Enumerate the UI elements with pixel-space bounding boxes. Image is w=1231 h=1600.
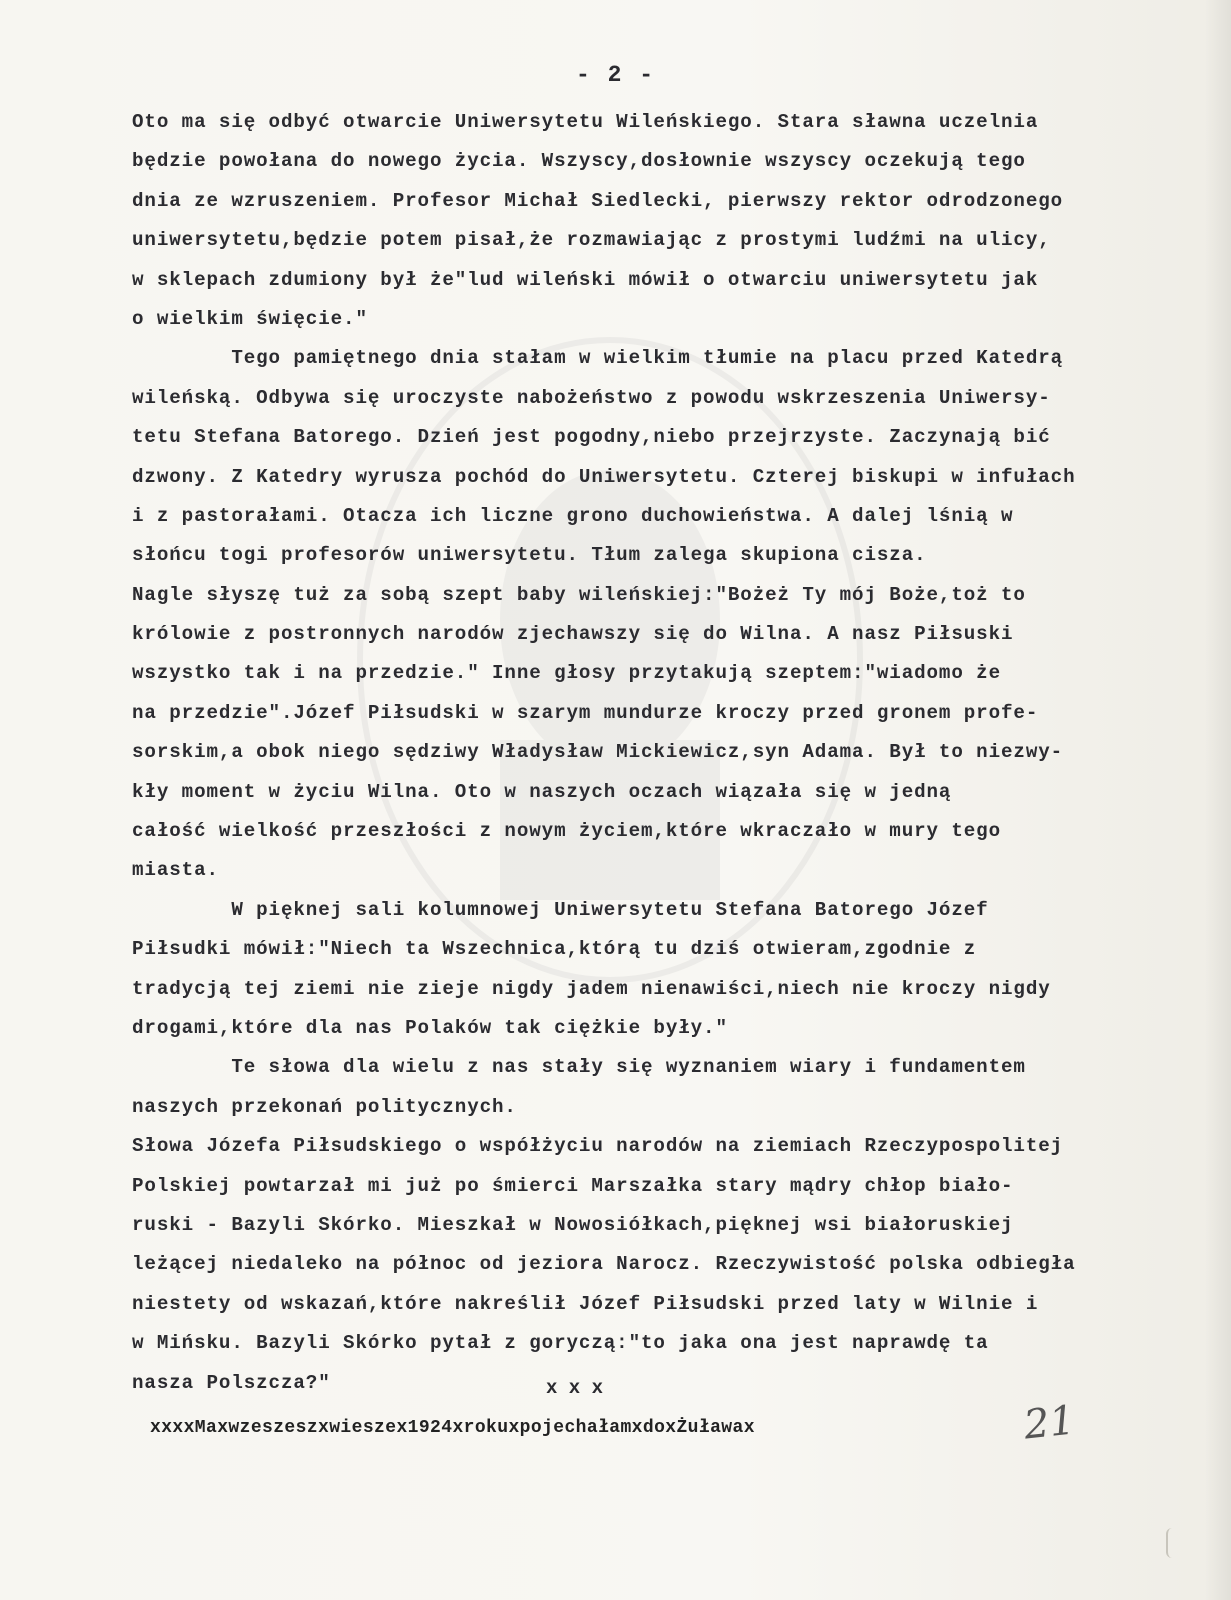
- section-separator: x x x: [546, 1377, 604, 1399]
- text-line: królowie z postronnych narodów zjechawszy się do Wilna. A nasz Piłsuski: [132, 623, 1014, 646]
- handwritten-archive-number: 21: [1021, 1397, 1078, 1449]
- text-line: miasta.: [132, 859, 219, 882]
- text-line: tetu Stefana Batorego. Dzień jest pogodny,niebo przejrzyste. Zaczynają bić: [132, 426, 1051, 449]
- text-line: W pięknej sali kolumnowej Uniwersytetu Stefana Batorego Józef: [132, 898, 989, 921]
- text-line: ruski - Bazyli Skórko. Mieszkał w Nowosiółkach,pięknej wsi białoruskiej: [132, 1213, 1014, 1236]
- text-line: na przedzie".Józef Piłsudski w szarym mundurze kroczy przed gronem profe-: [132, 701, 1039, 724]
- text-line: Słowa Józefa Piłsudskiego o współżyciu narodów na ziemiach Rzeczypospolitej: [132, 1135, 1064, 1158]
- text-line: w Mińsku. Bazyli Skórko pytał z goryczą:"to jaka ona jest naprawdę ta: [132, 1332, 989, 1355]
- text-line: będzie powołana do nowego życia. Wszyscy,dosłownie wszyscy oczekują tego: [132, 150, 1026, 173]
- text-line: Piłsudki mówił:"Niech ta Wszechnica,którą tu dziś otwieram,zgodnie z: [132, 938, 977, 961]
- text-line: niestety od wskazań,które nakreślił Józef Piłsudski przed laty w Wilnie i: [132, 1292, 1039, 1315]
- text-line: kły moment w życiu Wilna. Oto w naszych oczach wiązała się w jedną: [132, 780, 952, 803]
- text-line: wileńską. Odbywa się uroczyste nabożeństwo z powodu wskrzeszenia Uniwersy-: [132, 386, 1051, 409]
- text-line: dnia ze wzruszeniem. Profesor Michał Siedlecki, pierwszy rektor odrodzonego: [132, 189, 1064, 212]
- text-line: uniwersytetu,będzie potem pisał,że rozmawiając z prostymi ludźmi na ulicy,: [132, 229, 1051, 252]
- page-edge-shadow: [1205, 0, 1231, 1600]
- text-line: Polskiej powtarzał mi już po śmierci Marszałka stary mądry chłop biało-: [132, 1174, 1014, 1197]
- text-line: w sklepach zdumiony był że"lud wileński mówił o otwarciu uniwersytetu jak: [132, 268, 1039, 291]
- text-line: Nagle słyszę tuż za sobą szept baby wileńskiej:"Bożeż Ty mój Boże,toż to: [132, 583, 1026, 606]
- text-line: Oto ma się odbyć otwarcie Uniwersytetu Wileńskiego. Stara sławna uczelnia: [132, 111, 1039, 133]
- page-number: - 2 -: [575, 62, 655, 88]
- text-line: Te słowa dla wielu z nas stały się wyznaniem wiary i fundamentem: [132, 1056, 1026, 1079]
- text-line: sorskim,a obok niego sędziwy Władysław Mickiewicz,syn Adama. Był to niezwy-: [132, 741, 1064, 764]
- text-line: nasza Polszcza?": [132, 1371, 331, 1394]
- text-line: wszystko tak i na przedzie." Inne głosy przytakują szeptem:"wiadomo że: [132, 662, 1002, 685]
- text-line: o wielkim święcie.": [132, 307, 368, 330]
- typewritten-text: [132, 103, 1207, 1403]
- text-line: Tego pamiętnego dnia stałam w wielkim tłumie na placu przed Katedrą: [132, 347, 1064, 370]
- text-line: tradycją tej ziemi nie zieje nigdy jadem nienawiści,niech nie kroczy nigdy: [132, 977, 1051, 1000]
- paper-mark: [1166, 1528, 1178, 1558]
- struck-out-line: xxxxMaxwzeszeszxwieszex1924xrokuxpojechałamxdoxŻuławax: [150, 1418, 755, 1438]
- text-line: naszych przekonań politycznych.: [132, 1095, 517, 1118]
- text-line: leżącej niedaleko na północ od jeziora Narocz. Rzeczywistość polska odbiegła: [132, 1253, 1076, 1276]
- text-line: i z pastorałami. Otacza ich liczne grono duchowieństwa. A dalej lśnią w: [132, 504, 1014, 527]
- text-line: dzwony. Z Katedry wyrusza pochód do Uniwersytetu. Czterej biskupi w infułach: [132, 465, 1076, 488]
- text-line: drogami,które dla nas Polaków tak ciężkie były.": [132, 1016, 728, 1039]
- text-line: całość wielkość przeszłości z nowym życiem,które wkraczało w mury tego: [132, 820, 1002, 843]
- text-line: słońcu togi profesorów uniwersytetu. Tłum zalega skupiona cisza.: [132, 544, 927, 567]
